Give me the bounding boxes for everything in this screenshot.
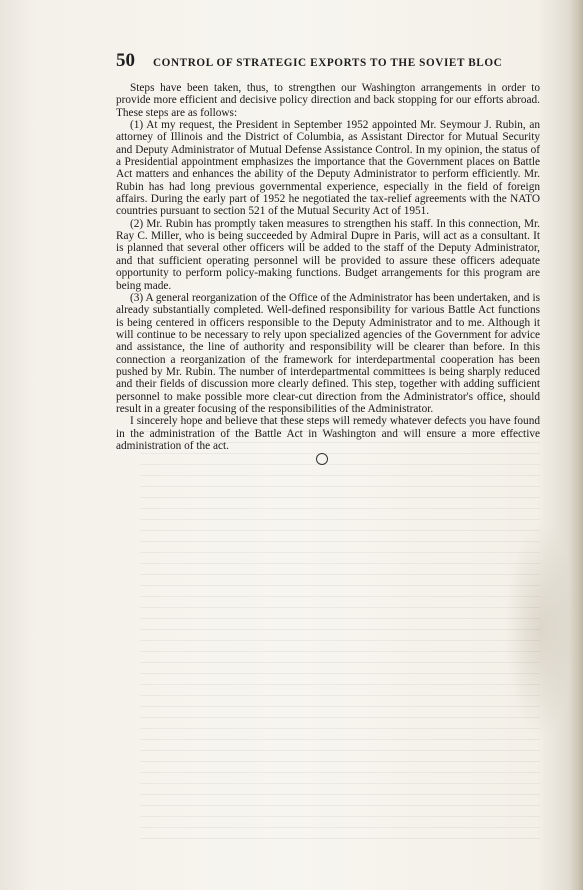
circle-ornament-icon (316, 453, 328, 465)
body-text (116, 82, 540, 452)
bleed-through-text (140, 420, 540, 840)
paragraph-step-2: (2) Mr. Rubin has promptly taken measures to strengthen his staff. In this connection, Mr. Ray C. Miller, who is being succeeded by Admiral Dupre in Paris, will act as a consultant. It is planned that several other officers will be added to the staff of the Deputy Administrator, and that sufficient operating personnel will be provided to assure these officers adequate opportunity to perform policy-making functions. Budget arrangements for this program are being made. (116, 217, 540, 292)
page-header (116, 50, 546, 72)
paragraph-closing: I sincerely hope and believe that these steps will remedy whatever defects you have found in the administration of the Battle Act in Washington and will ensure a more effective administration of the act. (116, 415, 540, 452)
paragraph-step-1: (1) At my request, the President in September 1952 appointed Mr. Seymour J. Rubin, an attorney of Illinois and the District of Columbia, as Assistant Director for Mutual Security and Deputy Administrator of Mutual Defense Assistance Control. In my opinion, the status of a Presidential appointment emphasizes the importance that the Government places on Battle Act matters and enhances the ability of the Deputy Administrator to perform efficiently. Mr. Rubin has had long previous governmental experience, especially in the field of foreign affairs. During the early part of 1952 he negotiated the tax-relief agreements with the NATO countries pursuant to section 521 of the Mutual Security Act of 1951. (116, 119, 540, 218)
page-number: 50 (116, 50, 135, 71)
paragraph-step-3: (3) A general reorganization of the Office of the Administrator has been undertaken, and is already substantially completed. Well-defined responsibility for various Battle Act functions is being centered in officers responsible to the Deputy Administrator and to me. Although it will continue to be necessary to rely upon specialized agencies of the Government for advice and assistance, the line of authority and responsibility will be clearer than before. In this connection a reorganization of the framework for interdepartmental cooperation has been pushed by Mr. Rubin. The number of interdepartmental committees is being sharply reduced and their fields of discussion more clearly defined. This step, together with adding sufficient personnel to make possible more clear-cut direction from the Administrator's office, should result in a greater focusing of the responsibilities of the Administrator. (116, 291, 540, 415)
page-edge-shadow (569, 0, 583, 890)
running-head: CONTROL OF STRATEGIC EXPORTS TO THE SOVIET BLOC (153, 57, 503, 69)
paragraph-intro: Steps have been taken, thus, to strengthen our Washington arrangements in order to provide more efficient and decisive policy direction and back stopping for our efforts abroad. These steps are as follows: (116, 82, 540, 119)
